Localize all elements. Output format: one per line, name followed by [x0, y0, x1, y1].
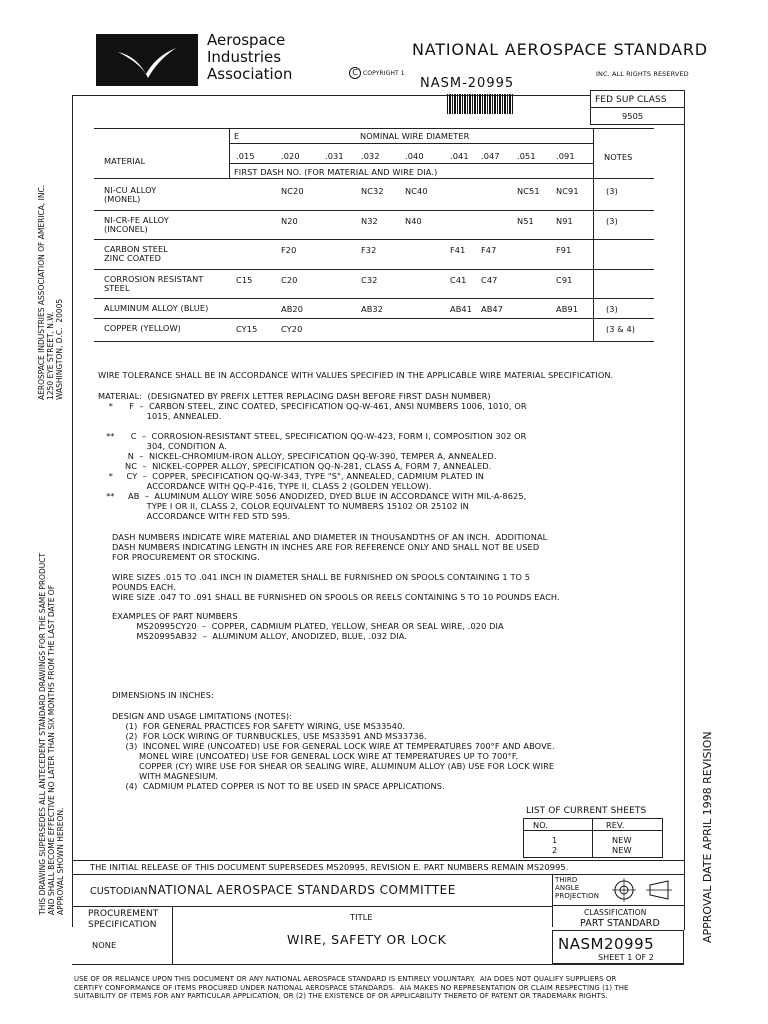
- dash-number-cell: NC51: [517, 186, 540, 196]
- disclaimer-footer: [74, 975, 628, 1001]
- notes-cell: (3 & 4): [606, 324, 636, 334]
- address-line: WASHINGTON, D.C. 20005: [55, 298, 64, 400]
- dash-number-cell: CY20: [281, 324, 303, 334]
- org-line-3: Association: [207, 65, 293, 83]
- material-line: TYPE I OR II, CLASS 2, COLOR EQUIVALENT TO NUMBERS 15102 OR 25102 IN: [98, 501, 469, 511]
- dash-numbers-line: DASH NUMBERS INDICATING LENGTH IN INCHES ARE FOR REFERENCE ONLY AND SHALL NOT BE USED: [112, 542, 540, 552]
- material-cell: [104, 304, 208, 313]
- table-top-rule: [94, 128, 654, 129]
- title-vline-left: [172, 906, 173, 964]
- material-cell: [104, 186, 156, 204]
- approval-date-vertical: [690, 731, 714, 950]
- design-note-line: (4) CADMIUM PLATED COPPER IS NOT TO BE USED IN SPACE APPLICATIONS.: [112, 781, 445, 791]
- doc-number: NASM-20995: [420, 76, 515, 91]
- design-note-line: (1) FOR GENERAL PRACTICES FOR SAFETY WIRING, USE MS33540.: [112, 721, 406, 731]
- dash-number-cell: AB32: [361, 304, 384, 314]
- dimensions-text: DIMENSIONS IN INCHES:: [112, 690, 214, 700]
- dash-number-cell: NC91: [556, 186, 579, 196]
- material-line: 304, CONDITION A.: [98, 441, 227, 451]
- copyright-text: COPYRIGHT 1: [363, 70, 405, 77]
- material-block: [98, 391, 527, 521]
- fed-sup-value: 9505: [622, 111, 644, 121]
- dash-number-cell: AB20: [281, 304, 304, 314]
- sheet-2-no: 2: [552, 845, 558, 855]
- release-text: THE INITIAL RELEASE OF THIS DOCUMENT SUPERSEDES MS20995, REVISION E. PART NUMBERS REMAIN MS20995.: [90, 862, 569, 872]
- rights-text: INC. ALL RIGHTS RESERVED: [596, 70, 689, 78]
- design-note-line: WITH MAGNESIUM.: [112, 771, 219, 781]
- wire-sizes-block: [112, 572, 560, 602]
- dash-number-cell: N51: [517, 216, 534, 226]
- dash-number-cell: C32: [361, 275, 378, 285]
- custodian-label: CUSTODIAN: [90, 886, 148, 897]
- procurement-line-1: PROCUREMENT: [88, 909, 159, 919]
- diameter-header: .040: [405, 151, 424, 161]
- diameter-header: .031: [325, 151, 344, 161]
- material-line: STEEL: [104, 283, 130, 293]
- hdr-notes: NOTES: [604, 152, 633, 162]
- projection-vline: [552, 874, 553, 927]
- hdr-vline-left: [229, 128, 230, 178]
- release-top-rule: [72, 860, 684, 861]
- dash-number-cell: CY15: [236, 324, 258, 334]
- fed-sup-label: FED SUP CLASS: [595, 95, 667, 105]
- dash-number-cell: C47: [481, 275, 498, 285]
- dash-number-cell: N20: [281, 216, 298, 226]
- hdr-rule-2: [229, 163, 593, 164]
- design-note-line: COPPER (CY) WIRE USE FOR SHEAR OR SEALING WIRE, ALUMINUM ALLOY (AB) USE FOR LOCK WIRE: [112, 761, 555, 771]
- dash-number-cell: N32: [361, 216, 378, 226]
- classification-value: PART STANDARD: [580, 918, 660, 929]
- projection-line-1: THIRD: [555, 876, 578, 884]
- procurement-value: NONE: [92, 940, 117, 950]
- design-note-line: MONEL WIRE (UNCOATED) USE FOR GENERAL LOCK WIRE AT TEMPERATURES UP TO 700°F.: [112, 751, 519, 761]
- material-line: (MONEL): [104, 194, 141, 204]
- footer-line: CERTIFY CONFORMANCE OF ITEMS PROCURED UNDER NATIONAL AEROSPACE STANDARDS. AIA MAKES NO REPRESENTATION OR CLAIM RESPECTING (1) THE: [74, 983, 629, 992]
- third-angle-projection-icon: [610, 877, 678, 907]
- diameter-header: .051: [517, 151, 536, 161]
- standard-title: NATIONAL AEROSPACE STANDARD: [412, 40, 708, 59]
- dash-number-cell: F20: [281, 245, 297, 255]
- material-line: ** AB – ALUMINUM ALLOY WIRE 5056 ANODIZED, DYED BLUE IN ACCORDANCE WITH MIL-A-8625,: [98, 491, 527, 501]
- notes-cell: (3): [606, 216, 618, 226]
- custodian-value: NATIONAL AEROSPACE STANDARDS COMMITTEE: [148, 883, 456, 897]
- sheet-number: SHEET 1 OF 2: [598, 953, 654, 962]
- release-bottom-rule: [72, 874, 684, 875]
- approval-date-text: APPROVAL DATE APRIL 1998 REVISION: [701, 731, 714, 943]
- material-line: ** C – CORROSION-RESISTANT STEEL, SPECIFICATION QQ-W-423, FORM I, COMPOSITION 302 OR: [98, 431, 527, 441]
- dash-number-cell: AB91: [556, 304, 579, 314]
- sheet-1-no: 1: [552, 835, 558, 845]
- diameter-header: .041: [450, 151, 469, 161]
- material-line: * CY – COPPER, SPECIFICATION QQ-W-343, TYPE "S", ANNEALED, CADMIUM PLATED IN: [98, 471, 484, 481]
- standard-number: NASM20995: [558, 935, 655, 953]
- hdr-nominal: NOMINAL WIRE DIAMETER: [360, 131, 470, 141]
- footer-line: SUITABILITY OF ITEMS FOR ANY PARTICULAR APPLICATION, OR (2) THE EXISTENCE OF OR APPLICABILITY THERETO OF PATENT OR TRADEMARK RIGHTS.: [74, 992, 608, 1001]
- material-line: COPPER (YELLOW): [104, 323, 181, 333]
- wire-size-line: WIRE SIZE .047 TO .091 SHALL BE FURNISHED ON SPOOLS OR REELS CONTAINING 5 TO 10 POUNDS EACH.: [112, 592, 560, 602]
- row-rule: [94, 210, 654, 211]
- title-block-bottom-rule: [72, 964, 684, 965]
- dash-number-cell: F91: [556, 245, 572, 255]
- material-cell: [104, 324, 181, 333]
- hdr-rule-3: [94, 178, 654, 179]
- material-line: ACCORDANCE WITH FED STD 595.: [98, 511, 291, 521]
- hdr-dash: FIRST DASH NO. (FOR MATERIAL AND WIRE DIA.): [234, 167, 438, 177]
- dash-number-cell: C15: [236, 275, 253, 285]
- material-line: NC – NICKEL-COPPER ALLOY, SPECIFICATION QQ-N-281, CLASS A, FORM 7, ANNEALED.: [98, 461, 492, 471]
- dash-number-cell: AB47: [481, 304, 504, 314]
- material-cell: [104, 275, 203, 293]
- projection-label: [555, 876, 599, 900]
- examples-block: [112, 611, 504, 641]
- barcode: [447, 94, 513, 114]
- dash-numbers-line: FOR PROCUREMENT OR STOCKING.: [112, 552, 260, 562]
- material-line: ALUMINUM ALLOY (BLUE): [104, 303, 209, 313]
- sheet-2-rev: NEW: [612, 845, 632, 855]
- row-rule: [94, 298, 654, 299]
- sheets-title: LIST OF CURRENT SHEETS: [526, 806, 647, 816]
- diameter-header: .032: [361, 151, 380, 161]
- dash-number-cell: AB41: [450, 304, 473, 314]
- dash-number-cell: NC32: [361, 186, 384, 196]
- dash-number-cell: N91: [556, 216, 573, 226]
- material-line: * F – CARBON STEEL, ZINC COATED, SPECIFICATION QQ-W-461, ANSI NUMBERS 1006, 1010, OR: [98, 401, 527, 411]
- title-value: WIRE, SAFETY OR LOCK: [287, 932, 447, 947]
- sheets-hdr-rule: [523, 830, 663, 831]
- row-rule: [94, 239, 654, 240]
- row-rule: [94, 318, 654, 319]
- example-line: EXAMPLES OF PART NUMBERS: [112, 611, 238, 621]
- material-cell: [104, 216, 169, 234]
- address-line: 1250 EYE STREET, N.W.: [46, 311, 55, 400]
- row-rule: [94, 269, 654, 270]
- design-limitations-block: [112, 711, 555, 791]
- dash-numbers-block: [112, 532, 547, 562]
- aia-logo: [96, 34, 198, 86]
- border-right: [684, 124, 685, 930]
- example-line: MS20995AB32 – ALUMINUM ALLOY, ANODIZED, BLUE, .032 DIA.: [112, 631, 408, 641]
- tolerance-text: WIRE TOLERANCE SHALL BE IN ACCORDANCE WITH VALUES SPECIFIED IN THE APPLICABLE WIRE MATERIAL SPECIFICATION.: [98, 370, 614, 380]
- material-line: ZINC COATED: [104, 253, 162, 263]
- notes-vline: [593, 128, 594, 341]
- footer-line: USE OF OR RELIANCE UPON THIS DOCUMENT OR ANY NATIONAL AEROSPACE STANDARD IS ENTIRELY VOLUNTARY. AIA DOES NOT QUALIFY SUPPLIERS OR: [74, 975, 617, 983]
- dash-number-cell: F47: [481, 245, 497, 255]
- dash-number-cell: C41: [450, 275, 467, 285]
- diameter-header: .020: [281, 151, 300, 161]
- hdr-rule-1: [229, 143, 593, 144]
- aia-address-vertical: [37, 185, 64, 400]
- material-line: [98, 421, 527, 431]
- notes-cell: (3): [606, 186, 618, 196]
- supersedes-line: AND SHALL BECOME EFFECTIVE NO LATER THAN SIX MONTHS FROM THE LAST DATE OF: [47, 584, 56, 915]
- aia-logo-mark: [96, 34, 198, 86]
- address-line: AEROSPACE INDUSTRIES ASSOCIATION OF AMERICA, INC.: [37, 184, 46, 400]
- material-line: N – NICKEL-CHROMIUM-IRON ALLOY, SPECIFICATION QQ-W-390, TEMPER A, ANNEALED.: [98, 451, 497, 461]
- hdr-material: MATERIAL: [104, 156, 146, 166]
- sheets-divider: [592, 818, 593, 858]
- classification-label: CLASSIFICATION: [584, 908, 647, 917]
- sheets-rev-label: REV.: [606, 820, 625, 830]
- material-line: MATERIAL: (DESIGNATED BY PREFIX LETTER REPLACING DASH BEFORE FIRST DASH NUMBER): [98, 391, 491, 401]
- design-note-line: (3) INCONEL WIRE (UNCOATED) USE FOR GENERAL LOCK WIRE AT TEMPERATURES 700°F AND ABOVE.: [112, 741, 555, 751]
- copyright-symbol: C: [349, 67, 361, 79]
- dash-numbers-line: DASH NUMBERS INDICATE WIRE MATERIAL AND DIAMETER IN THOUSANDTHS OF AN INCH. ADDITIONAL: [112, 532, 548, 542]
- design-note-line: DESIGN AND USAGE LIMITATIONS (NOTES):: [112, 711, 293, 721]
- table-bottom-rule: [94, 341, 654, 342]
- projection-line-2: ANGLE: [555, 884, 580, 892]
- border-top-left: [72, 95, 590, 96]
- org-name: [207, 32, 292, 83]
- diameter-header: .015: [236, 151, 255, 161]
- projection-bottom-rule: [552, 905, 684, 906]
- dash-number-cell: NC20: [281, 186, 304, 196]
- procurement-line-2: SPECIFICATION: [88, 920, 157, 930]
- dash-number-cell: NC40: [405, 186, 428, 196]
- material-line: CORROSION RESISTANT: [104, 274, 204, 284]
- material-cell: [104, 245, 168, 263]
- wire-size-line: WIRE SIZES .015 TO .041 INCH IN DIAMETER SHALL BE FURNISHED ON SPOOLS CONTAINING 1 TO 5: [112, 572, 531, 582]
- dash-number-cell: F41: [450, 245, 466, 255]
- custodian-bottom-rule: [72, 906, 552, 907]
- border-left: [72, 95, 73, 927]
- org-line-1: Aerospace: [207, 31, 286, 49]
- diameter-header: .091: [556, 151, 575, 161]
- dash-number-cell: F32: [361, 245, 377, 255]
- material-line: (INCONEL): [104, 224, 148, 234]
- material-line: NI-CR-FE ALLOY: [104, 215, 169, 225]
- sheet-1-rev: NEW: [612, 835, 632, 845]
- wire-size-line: POUNDS EACH.: [112, 582, 176, 592]
- dash-number-cell: C20: [281, 275, 298, 285]
- notes-cell: (3): [606, 304, 618, 314]
- org-line-2: Industries: [207, 48, 282, 66]
- material-line: CARBON STEEL: [104, 244, 168, 254]
- title-label: TITLE: [350, 912, 373, 922]
- material-line: 1015, ANNEALED.: [98, 411, 222, 421]
- supersedes-note-vertical: [38, 553, 65, 915]
- sheets-no-label: NO.: [533, 820, 549, 830]
- procurement-label: [88, 909, 158, 931]
- material-line: ACCORDANCE WITH QQ-P-416, TYPE II, CLASS 2 (GOLDEN YELLOW).: [98, 481, 432, 491]
- projection-line-3: PROJECTION: [555, 892, 600, 900]
- design-note-line: (2) FOR LOCK WIRING OF TURNBUCKLES, USE MS33591 AND MS33736.: [112, 731, 427, 741]
- fed-sup-divider: [590, 107, 685, 108]
- example-line: MS20995CY20 – COPPER, CADMIUM PLATED, YELLOW, SHEAR OR SEAL WIRE, .020 DIA: [112, 621, 504, 631]
- dash-number-cell: N40: [405, 216, 422, 226]
- material-line: NI-CU ALLOY: [104, 185, 157, 195]
- hdr-e: E: [234, 131, 240, 141]
- diameter-header: .047: [481, 151, 500, 161]
- supersedes-line: THIS DRAWING SUPERSEDES ALL ANTECEDENT STANDARD DRAWINGS FOR THE SAME PRODUCT: [38, 552, 47, 915]
- supersedes-line: APPROVAL SHOWN HEREON.: [56, 807, 65, 915]
- dash-number-cell: C91: [556, 275, 573, 285]
